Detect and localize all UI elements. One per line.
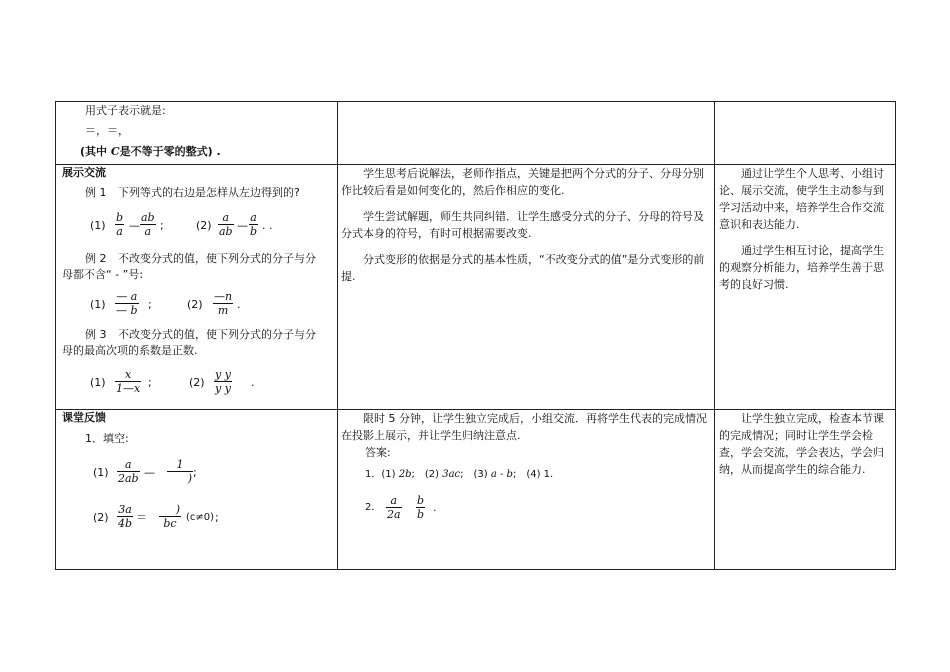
answer-1: 1．(1) 2b; (2) 3ac; (3) a - b; (4) 1. xyxy=(365,469,554,480)
separator: ; xyxy=(148,376,152,389)
design-intent-showcase xyxy=(719,165,889,293)
fraction-blank: 1 ) xyxy=(167,458,193,486)
example-2-part-2-label: (2) xyxy=(187,298,203,311)
fraction-blank: ) bc xyxy=(159,503,181,531)
paragraph: 学生尝试解题，师生共同纠错．让学生感受分式的分子、分母的符号及分式本身的符号，有时可根据需要改变. xyxy=(341,210,704,240)
paragraph: 通过让学生个人思考、小组讨论、展示交流，使学生主动参与到学习活动中来，培养学生合作交流意识和表达能力. xyxy=(719,167,884,231)
teacher-activity-showcase xyxy=(341,165,707,285)
example-1-label: 例 1 xyxy=(85,186,107,199)
minus-sign: — xyxy=(237,219,248,232)
fraction: $\frac{b}{a}$ xyxy=(116,211,124,238)
fraction: $\frac{—n}{m}$ xyxy=(214,290,233,317)
column-divider xyxy=(337,102,338,569)
exercise-2-label: (2) xyxy=(93,511,109,524)
paragraph: 限时 5 分钟，让学生独立完成后，小组交流．再将学生代表的完成情况在投影上展示，并让学生归纳注意点. xyxy=(341,412,707,442)
example-3-label: 例 3 xyxy=(85,328,107,341)
condition: (c≠0) xyxy=(186,512,215,523)
formula-expression: ＝，＝， xyxy=(85,124,129,137)
example-3-part-1-label: (1) xyxy=(90,376,106,389)
fraction: $\frac{b}{b}$ xyxy=(417,494,425,521)
minus-sign: — xyxy=(144,466,155,479)
paragraph: 通过学生相互讨论，提高学生的观察分析能力，培养学生善于思考的良好习惯. xyxy=(719,244,884,291)
fraction: $\frac{a}{2ab}$ xyxy=(118,458,139,485)
example-2-part-1-label: (1) xyxy=(90,298,106,311)
separator: . xyxy=(251,376,255,389)
fraction: $\frac{\text{y y}}{\text{y y}}$ xyxy=(215,368,231,395)
exercise-1-label: (1) xyxy=(93,466,109,479)
example-2-question-line2: 母都不含“ - ”号: xyxy=(62,268,144,281)
separator: ; xyxy=(215,511,219,524)
fraction: $\frac{3a}{4b}$ xyxy=(118,503,133,530)
example-1-part-2-label: (2) xyxy=(196,219,212,232)
minus-sign: — xyxy=(129,219,140,232)
example-3-question-line2: 母的最高次项的系数是正数. xyxy=(62,344,198,357)
fraction: $\frac{ab}{a}$ xyxy=(141,211,155,238)
equals-sign: ＝ xyxy=(136,511,147,524)
answer-2-label: 2． xyxy=(365,502,382,513)
example-1-part-1-label: (1) xyxy=(90,219,106,232)
example-2-label: 例 2 xyxy=(85,252,107,265)
separator: ; xyxy=(193,466,197,479)
column-divider xyxy=(714,102,715,569)
separator: ; xyxy=(160,219,164,232)
separator: . xyxy=(433,501,437,514)
paragraph: 分式变形的依据是分式的基本性质，“不改变分式的值”是分式变形的前提. xyxy=(341,253,705,283)
separator: . . xyxy=(262,219,273,232)
fraction: $\frac{— a}{— b}$ xyxy=(116,290,138,317)
formula-intro: 用式子表示就是: xyxy=(85,104,166,117)
example-2-question-line1: 不改变分式的值，使下列分式的分子与分 xyxy=(118,252,316,265)
section-heading-showcase: 展示交流 xyxy=(62,166,106,179)
fraction: $\frac{x}{1—x}$ xyxy=(116,368,141,395)
design-intent-feedback xyxy=(719,410,889,478)
example-3-question-line1: 不改变分式的值，使下列分式的分子与分 xyxy=(118,328,316,341)
fraction: $\frac{a}{2a}$ xyxy=(387,494,401,521)
separator: ; xyxy=(148,298,152,311)
fraction: $\frac{a}{ab}$ xyxy=(219,211,233,238)
fraction: $\frac{a}{b}$ xyxy=(250,211,258,238)
paragraph: 让学生独立完成，检查本节课的完成情况；同时让学生学会检查，学会交流，学会表达，学会归纳，从而提高学生的综合能力. xyxy=(719,412,884,476)
formula-note: (其中 C是不等于零的整式) . xyxy=(80,145,221,158)
section-heading-feedback: 课堂反馈 xyxy=(62,411,106,424)
example-1-question: 下列等式的右边是怎样从左边得到的? xyxy=(118,186,300,199)
exercise-title: 1．填空: xyxy=(85,432,129,445)
teacher-activity-feedback xyxy=(341,410,707,444)
answer-label: 答案: xyxy=(365,446,391,459)
paragraph: 学生思考后说解法，老师作指点，关键是把两个分式的分子、分母分别作比较后看是如何变化的，然后作相应的变化. xyxy=(341,167,704,197)
example-3-part-2-label: (2) xyxy=(189,376,205,389)
separator: . xyxy=(237,298,241,311)
